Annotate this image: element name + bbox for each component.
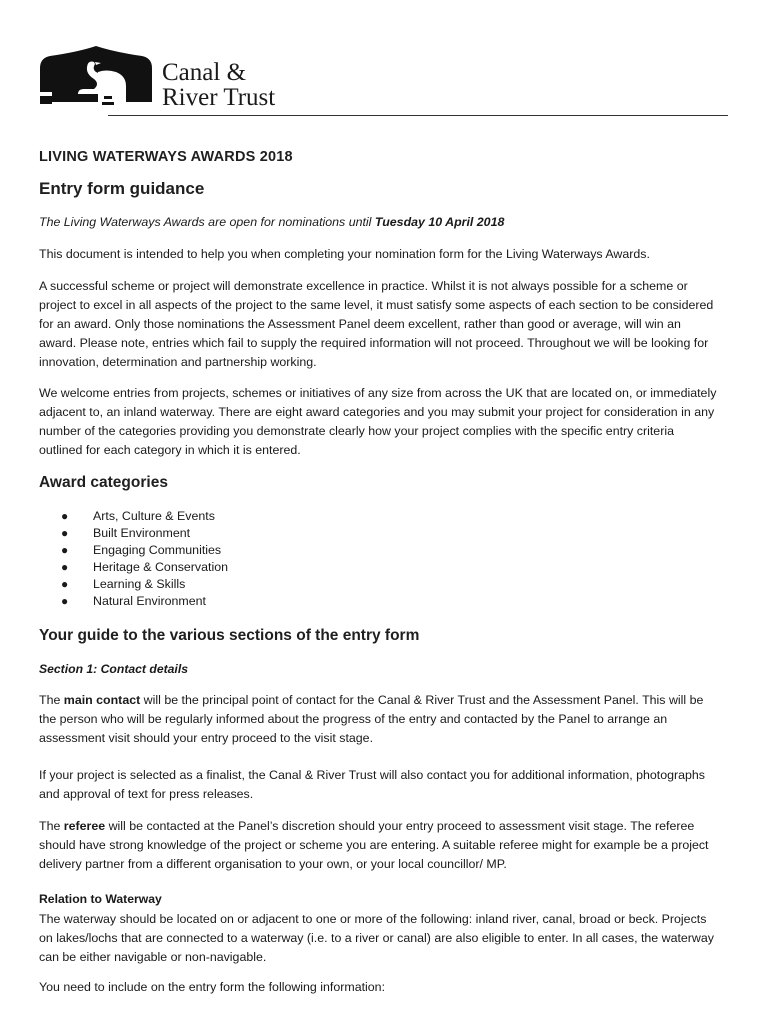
main-contact-term: main contact: [63, 693, 141, 707]
deadline-date: Tuesday 10 April 2018: [374, 215, 505, 229]
deadline-line: [39, 213, 719, 232]
intro-paragraph: This document is intended to help you when completing your nomination form for the Living Waterways Awards.: [39, 247, 650, 261]
bullet-icon: ●: [61, 594, 69, 608]
guide-heading: Your guide to the various sections of the entry form: [39, 627, 420, 644]
list-item: ● Heritage & Conservation: [61, 560, 228, 574]
list-item: ● Engaging Communities: [61, 543, 222, 557]
document-title: LIVING WATERWAYS AWARDS 2018: [39, 149, 293, 165]
bullet-icon: ●: [61, 560, 69, 574]
header-divider: [108, 115, 728, 116]
list-item: ● Arts, Culture & Events: [61, 509, 215, 523]
referee-term: referee: [63, 819, 106, 833]
bullet-icon: ●: [61, 543, 69, 557]
document-subtitle: Entry form guidance: [39, 179, 205, 198]
bullet-icon: ●: [61, 577, 69, 591]
section-1-heading: Section 1: Contact details: [39, 662, 188, 676]
deadline-prefix: The Living Waterways Awards are open for nominations until: [39, 215, 375, 229]
canal-river-trust-logo-icon: [38, 42, 156, 110]
award-categories-list: [39, 508, 228, 610]
list-item: ● Built Environment: [61, 526, 191, 540]
list-item: ● Learning & Skills: [61, 577, 186, 591]
list-item: ● Natural Environment: [61, 594, 206, 608]
welcome-paragraph: We welcome entries from projects, schemes or initiatives of any size from across the UK that are located on, or immediately adjacent to, an inland waterway. There are eight award categories and you may submit your project for consideration in any number of the categories providing you demonstrate clearly how your project complies with the specific entry criteria outlined for each category in which it is entered.: [39, 386, 717, 457]
award-categories-heading: Award categories: [39, 474, 168, 491]
include-info-line: You need to include on the entry form the following information:: [39, 980, 386, 994]
finalist-paragraph: If your project is selected as a finalist, the Canal & River Trust will also contact you for additional information, photographs and approval of text for press releases.: [39, 768, 705, 801]
bullet-icon: ●: [61, 509, 69, 523]
relation-heading: Relation to Waterway: [39, 892, 162, 906]
referee-paragraph: The referee will be contacted at the Panel’s discretion should your entry proceed to assessment visit stage. The referee should have strong knowledge of the project or scheme you are entering. A suitable referee might for example be a project delivery partner from a different organisation to your own, or your local councillor/ MP.: [39, 819, 709, 871]
relation-paragraph: The waterway should be located on or adjacent to one or more of the following: inland river, canal, broad or beck. Projects on lakes/lochs that are connected to a waterway (i.e. to a river or canal) are also eligible to enter. In all cases, the waterway can be either navigable or non-navigable.: [39, 912, 714, 964]
logo-wordmark: [162, 60, 275, 110]
logo-line-2: River Trust: [162, 84, 276, 111]
logo-line-1: Canal &: [162, 59, 247, 86]
bullet-icon: ●: [61, 526, 69, 540]
excellence-paragraph: A successful scheme or project will demonstrate excellence in practice. Whilst it is not always possible for a scheme or project to excel in all aspects of the project to the same level, it must satisfy some aspects of each section to be considered for an award. Only those nominations the Assessment Panel deem excellent, rather than good or average, will win an award. Please note, entries which fail to supply the required information will not proceed. Throughout we will be looking for innovation, determination and partnership working.: [39, 279, 714, 369]
main-contact-paragraph: The main contact will be the principal point of contact for the Canal & River Trust and the Assessment Panel. This will be the person who will be regularly informed about the progress of the entry and contacted by the Panel to arrange an assessment visit should your entry proceed to the visit stage.: [39, 693, 704, 745]
